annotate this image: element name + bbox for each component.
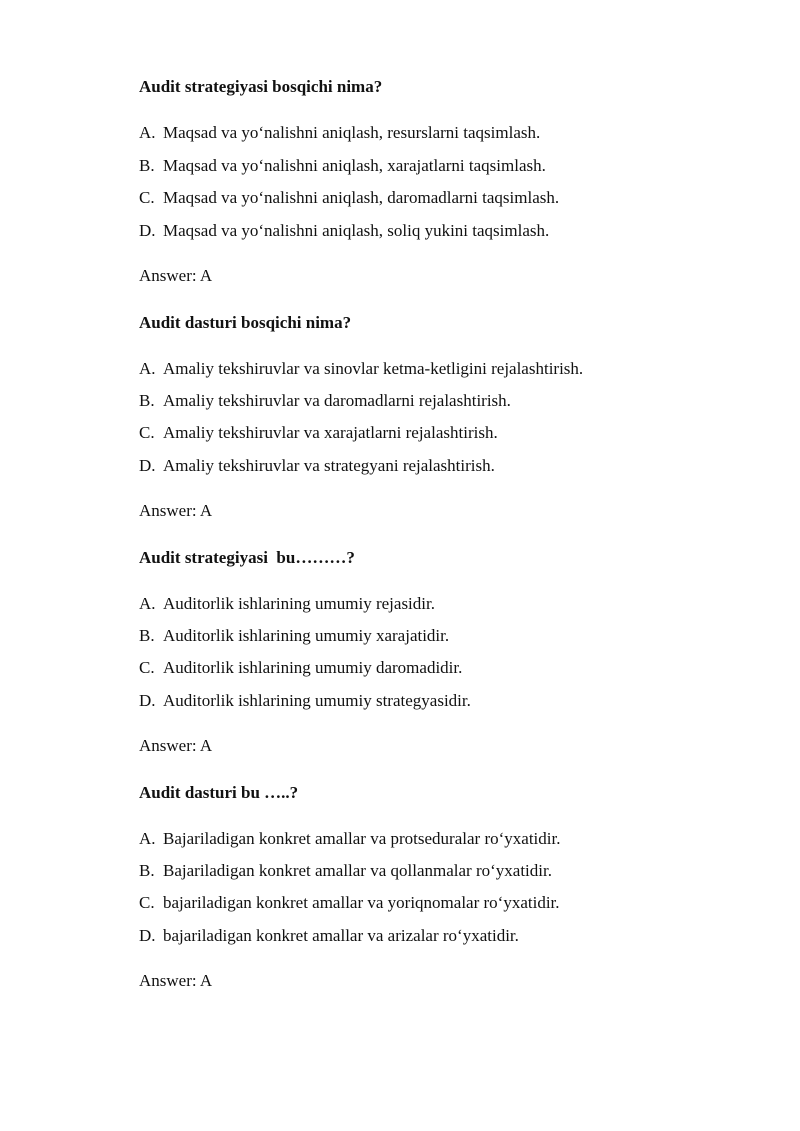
option-text: Amaliy tekshiruvlar va daromadlarni rejalashtirish. <box>163 391 511 410</box>
option-letter: C. <box>139 188 155 207</box>
answer-option <box>139 123 540 143</box>
answer-option <box>139 188 559 208</box>
option-text: Amaliy tekshiruvlar va xarajatlarni rejalashtirish. <box>163 423 498 442</box>
option-letter: C. <box>139 893 155 912</box>
option-text: Bajariladigan konkret amallar va qollanmalar ro‘yxatidir. <box>163 861 552 880</box>
option-letter: D. <box>139 926 156 945</box>
option-letter: C. <box>139 423 155 442</box>
answer-key: Answer: A <box>139 501 213 520</box>
answer-option <box>139 926 519 946</box>
option-letter: D. <box>139 456 156 475</box>
option-letter: D. <box>139 691 156 710</box>
answer-option <box>139 156 546 176</box>
option-text: Maqsad va yo‘nalishni aniqlash, xarajatlarni taqsimlash. <box>163 156 546 175</box>
option-letter: A. <box>139 594 156 613</box>
answer-option <box>139 626 449 646</box>
option-letter: A. <box>139 359 156 378</box>
option-text: Auditorlik ishlarining umumiy rejasidir. <box>163 594 435 613</box>
answer-option <box>139 423 498 443</box>
answer-option <box>139 456 495 476</box>
answer-key: Answer: A <box>139 266 213 285</box>
answer-key: Answer: A <box>139 971 213 990</box>
answer-option <box>139 391 511 411</box>
option-text: Maqsad va yo‘nalishni aniqlash, resurslarni taqsimlash. <box>163 123 541 142</box>
option-text: bajariladigan konkret amallar va arizalar ro‘yxatidir. <box>163 926 519 945</box>
question-title: Audit dasturi bu …..? <box>139 783 299 802</box>
answer-option <box>139 594 435 614</box>
option-text: Maqsad va yo‘nalishni aniqlash, soliq yukini taqsimlash. <box>163 221 550 240</box>
question-title: Audit dasturi bosqichi nima? <box>139 313 352 332</box>
answer-option <box>139 359 583 379</box>
question-title: Audit strategiyasi bosqichi nima? <box>139 77 383 96</box>
answer-option <box>139 861 552 881</box>
option-letter: C. <box>139 658 155 677</box>
option-letter: A. <box>139 829 156 848</box>
option-text: Bajariladigan konkret amallar va protseduralar ro‘yxatidir. <box>163 829 561 848</box>
option-text: Amaliy tekshiruvlar va sinovlar ketma-ketligini rejalashtirish. <box>163 359 584 378</box>
option-text: Maqsad va yo‘nalishni aniqlash, daromadlarni taqsimlash. <box>163 188 560 207</box>
option-letter: B. <box>139 391 155 410</box>
answer-option <box>139 829 560 849</box>
answer-option <box>139 691 471 711</box>
answer-option <box>139 893 560 913</box>
answer-option <box>139 658 462 678</box>
option-text: bajariladigan konkret amallar va yoriqnomalar ro‘yxatidir. <box>163 893 560 912</box>
option-letter: B. <box>139 626 155 645</box>
option-letter: A. <box>139 123 156 142</box>
answer-option <box>139 221 549 241</box>
answer-key: Answer: A <box>139 736 213 755</box>
option-letter: B. <box>139 156 155 175</box>
option-text: Amaliy tekshiruvlar va strategyani rejalashtirish. <box>163 456 495 475</box>
option-text: Auditorlik ishlarining umumiy strategyasidir. <box>163 691 471 710</box>
option-text: Auditorlik ishlarining umumiy xarajatidir. <box>163 626 450 645</box>
option-letter: D. <box>139 221 156 240</box>
question-title: Audit strategiyasi bu………? <box>139 548 355 567</box>
option-letter: B. <box>139 861 155 880</box>
option-text: Auditorlik ishlarining umumiy daromadidir. <box>163 658 463 677</box>
